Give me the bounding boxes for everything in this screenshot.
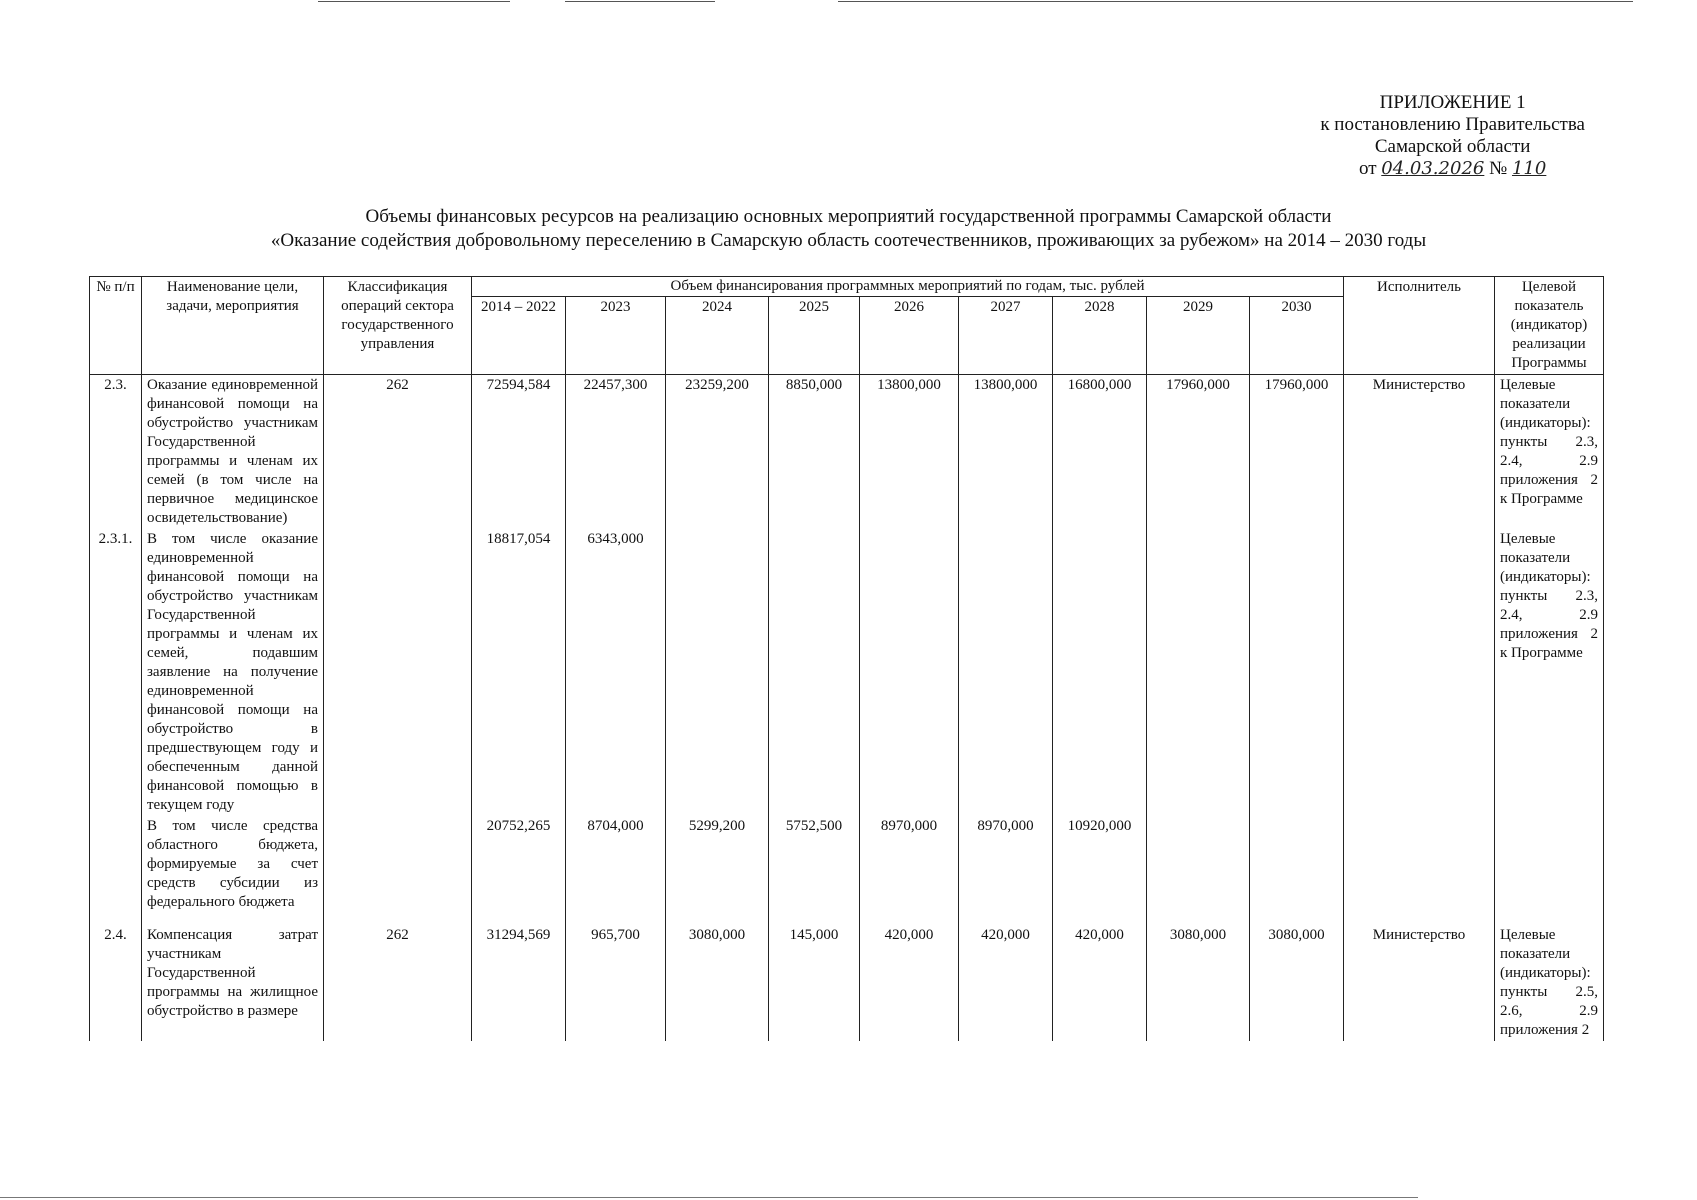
scan-top-line [565,1,715,2]
row-name: В том числе оказание единовременной финансовой помощи на обустройство участникам Государственной программы и членам их семей, подавшим заявление на получение единовременной финансовой помощи на обустройство в предшествующем году и обеспеченным данной финансовой помощью в текущем году [142,529,324,816]
row-value: 3080,000 [666,925,769,1041]
row-value: 17960,000 [1147,375,1250,530]
row-value: 8970,000 [959,816,1053,913]
table-row [90,529,1604,816]
row-classification: 262 [324,925,472,1041]
row-value: 20752,265 [472,816,566,913]
table-row [90,925,1604,1041]
row-value: 420,000 [959,925,1053,1041]
row-target [1495,816,1604,913]
header-funding: Объем финансирования программных мероприятий по годам, тыс. рублей [472,277,1344,297]
row-value: 18817,054 [472,529,566,816]
table-row [90,375,1604,530]
row-number [90,816,142,913]
row-value: 8704,000 [566,816,666,913]
row-number: 2.3.1. [90,529,142,816]
row-value: 965,700 [566,925,666,1041]
row-value: 420,000 [860,925,959,1041]
row-value: 3080,000 [1250,925,1344,1041]
row-value [860,529,959,816]
appendix-date-line [1320,158,1585,180]
row-value: 6343,000 [566,529,666,816]
header-year: 2024 [666,297,769,375]
funding-table [89,276,1604,1041]
scan-bottom-line [0,1197,1418,1198]
row-number: 2.3. [90,375,142,530]
row-executor [1344,816,1495,913]
header-year: 2030 [1250,297,1344,375]
header-name: Наименование цели, задачи, мероприятия [142,277,324,375]
row-value [666,529,769,816]
row-value: 13800,000 [959,375,1053,530]
appendix-title: ПРИЛОЖЕНИЕ 1 [1379,92,1526,113]
row-value: 5752,500 [769,816,860,913]
row-value: 17960,000 [1250,375,1344,530]
row-target: Целевые показатели (индикаторы): пункты 2.3, 2.4, 2.9 приложения 2 к Программе [1495,375,1604,530]
row-classification: 262 [324,375,472,530]
header-year: 2014 – 2022 [472,297,566,375]
number-value: 110 [1511,158,1547,179]
appendix-block [1320,92,1585,180]
row-value: 23259,200 [666,375,769,530]
header-classification: Классификация операций сектора государственного управления [324,277,472,375]
row-value: 13800,000 [860,375,959,530]
row-target: Целевые показатели (индикаторы): пункты 2.5, 2.6, 2.9 приложения 2 [1495,925,1604,1041]
row-executor: Министерство [1344,375,1495,530]
row-target: Целевые показатели (индикаторы): пункты 2.3, 2.4, 2.9 приложения 2 к Программе [1495,529,1604,816]
header-target: Целевой показатель (индикатор) реализации Программы [1495,277,1604,375]
row-value: 10920,000 [1053,816,1147,913]
row-value: 22457,300 [566,375,666,530]
header-year: 2025 [769,297,860,375]
header-year: 2028 [1053,297,1147,375]
row-value [769,529,860,816]
row-value [959,529,1053,816]
header-executor: Исполнитель [1344,277,1495,375]
row-value: 72594,584 [472,375,566,530]
row-value: 420,000 [1053,925,1147,1041]
header-no: № п/п [90,277,142,375]
row-value: 31294,569 [472,925,566,1041]
date-prefix: от [1358,158,1377,179]
header-year: 2026 [860,297,959,375]
scan-top-line [838,1,1633,2]
row-value [1250,816,1344,913]
title-line-2: «Оказание содействия добровольному переселению в Самарскую область соотечественников, проживающих за рубежом» на 2014 – 2030 годы [270,230,1427,251]
number-prefix: № [1489,158,1508,179]
appendix-line: Самарской области [1374,136,1531,157]
row-value [1147,529,1250,816]
row-executor: Министерство [1344,925,1495,1041]
row-name: Оказание единовременной финансовой помощи на обустройство участникам Государственной программы и членам их семей (в том числе на первичное медицинское освидетельствование) [142,375,324,530]
title-line-1: Объемы финансовых ресурсов на реализацию основных мероприятий государственной программы Самарской области [365,206,1332,227]
row-value: 3080,000 [1147,925,1250,1041]
row-name: Компенсация затрат участникам Государственной программы на жилищное обустройство в размере [142,925,324,1041]
header-year: 2027 [959,297,1053,375]
header-year: 2023 [566,297,666,375]
row-value: 16800,000 [1053,375,1147,530]
scan-top-line [318,1,510,2]
document-title [0,205,1697,253]
row-value [1147,816,1250,913]
row-value: 8850,000 [769,375,860,530]
row-value [1053,529,1147,816]
appendix-line: к постановлению Правительства [1320,114,1585,135]
row-classification [324,529,472,816]
row-value: 8970,000 [860,816,959,913]
row-value [1250,529,1344,816]
row-executor [1344,529,1495,816]
table-row [90,816,1604,913]
row-value: 145,000 [769,925,860,1041]
row-name: В том числе средства областного бюджета, формируемые за счет средств субсидии из федерального бюджета [142,816,324,913]
row-classification [324,816,472,913]
row-spacer [90,913,1604,925]
header-year: 2029 [1147,297,1250,375]
row-number: 2.4. [90,925,142,1041]
row-value: 5299,200 [666,816,769,913]
date-value: 04.03.2026 [1381,158,1485,179]
